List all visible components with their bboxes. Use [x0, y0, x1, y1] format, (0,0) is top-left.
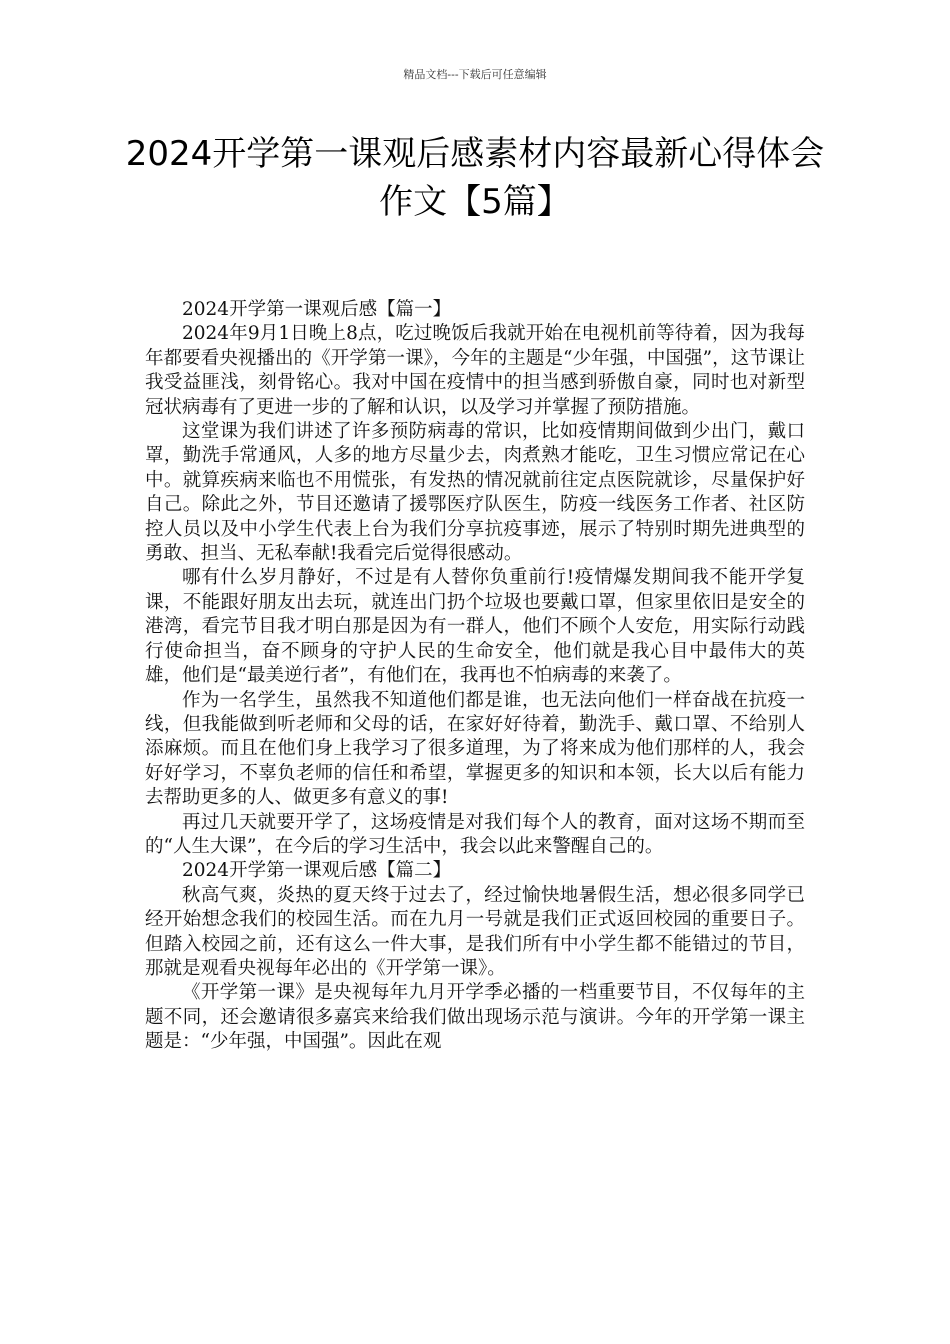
header-note: 精品文档---下载后可任意编辑 [403, 68, 547, 81]
section-heading: 2024开学第一课观后感【篇一】 [182, 299, 452, 320]
paragraph: 这堂课为我们讲述了许多预防病毒的常识，比如疫情期间做到少出门，戴口罩，勤洗手常通风，人多的地方尽量少去，肉煮熟才能吃，卫生习惯应常记在心中。就算疾病来临也不用慌张，有发热的情况就前往定点医院就诊，尽量保护好自己。除此之外，节目还邀请了援鄂医疗队医生，防疫一线医务工作者、社区防控人员以及中小学生代表上台为我们分享抗疫事迹，展示了特别时期先进典型的勇敢、担当、无私奉献!我看完后觉得很感动。 [145, 421, 805, 565]
paragraph: 再过几天就要开学了，这场疫情是对我们每个人的教育，面对这场不期而至的“人生大课”，在今后的学习生活中，我会以此来警醒自己的。 [145, 811, 805, 857]
paragraph: 哪有什么岁月静好，不过是有人替你负重前行!疫情爆发期间我不能开学复课，不能跟好朋友出去玩，就连出门扔个垃圾也要戴口罩，但家里依旧是安全的港湾，看完节目我才明白那是因为有一群人，他们不顾个人安危，用实际行动践行使命担当，奋不顾身的守护人民的生命安全，他们就是我心目中最伟大的英雄，他们是“最美逆行者”，有他们在，我再也不怕病毒的来袭了。 [145, 567, 805, 687]
document-body [145, 298, 805, 1055]
paragraph: 2024年9月1日晚上8点，吃过晚饭后我就开始在电视机前等待着，因为我每年都要看央视播出的《开学第一课》，今年的主题是“少年强，中国强”，这节课让我受益匪浅，刻骨铭心。我对中国在疫情中的担当感到骄傲自豪，同时也对新型冠状病毒有了更进一步的了解和认识，以及学习并掌握了预防措施。 [145, 323, 805, 418]
section-heading: 2024开学第一课观后感【篇二】 [182, 860, 452, 882]
paragraph: 《开学第一课》是央视每年九月开学季必播的一档重要节目，不仅每年的主题不同，还会邀请很多嘉宾来给我们做出现场示范与演讲。今年的开学第一课主题是：“少年强，中国强”。因此在观 [145, 982, 805, 1053]
paragraph: 作为一名学生，虽然我不知道他们都是谁，也无法向他们一样奋战在抗疫一线，但我能做到听老师和父母的话，在家好好待着，勤洗手、戴口罩、不给别人添麻烦。而且在他们身上我学习了很多道理，为了将来成为他们那样的人，我会好好学习，不辜负老师的信任和希望，掌握更多的知识和本领，长大以后有能力去帮助更多的人、做更多有意义的事! [145, 689, 805, 809]
paragraph: 秋高气爽，炎热的夏天终于过去了，经过愉快地暑假生活，想必很多同学已经开始想念我们的校园生活。而在九月一号就是我们正式返回校园的重要日子。但踏入校园之前，还有这么一件大事，是我们所有中小学生都不能错过的节目，那就是观看央视每年必出的《开学第一课》。 [145, 884, 805, 979]
document-title: 2024开学第一课观后感素材内容最新心得体会作文【5篇】 [125, 134, 825, 222]
